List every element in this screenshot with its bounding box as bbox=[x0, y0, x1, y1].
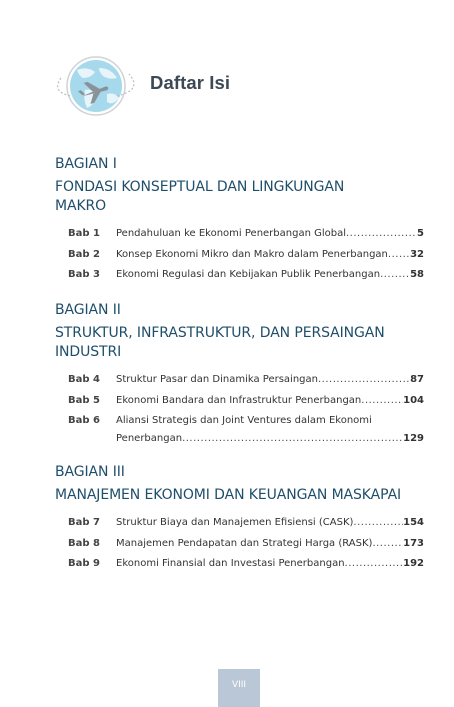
chapter-page: 104 bbox=[403, 394, 424, 406]
dot-leader bbox=[345, 555, 404, 573]
chapter-page: 173 bbox=[403, 537, 424, 549]
chapter-list bbox=[55, 371, 435, 447]
globe-airplane-icon bbox=[57, 56, 139, 116]
chapter-entry[interactable] bbox=[55, 555, 435, 573]
chapter-number: Bab 6 bbox=[68, 415, 100, 426]
chapter-title: Konsep Ekonomi Mikro dan Makro dalam Penerbangan bbox=[116, 248, 388, 260]
chapter-entry[interactable] bbox=[55, 266, 435, 284]
chapter-title: Ekonomi Finansial dan Investasi Penerbangan bbox=[116, 558, 345, 569]
dot-leader bbox=[182, 430, 403, 448]
chapter-title: Ekonomi Regulasi dan Kebijakan Publik Penerbangan bbox=[116, 269, 381, 280]
chapter-list bbox=[55, 514, 435, 573]
chapter-number: Bab 9 bbox=[68, 558, 100, 569]
chapter-page: 87 bbox=[410, 374, 424, 385]
chapter-entry[interactable] bbox=[55, 392, 435, 410]
chapter-page: 32 bbox=[410, 248, 424, 260]
chapter-title: Struktur Biaya dan Manajemen Efisiensi (CASK) bbox=[116, 517, 354, 528]
dot-leader bbox=[361, 392, 403, 410]
dot-leader bbox=[318, 371, 410, 389]
chapter-entry[interactable] bbox=[55, 514, 435, 532]
dot-leader bbox=[388, 246, 410, 264]
part-label: BAGIAN I bbox=[55, 156, 117, 172]
chapter-entry[interactable] bbox=[55, 246, 435, 264]
chapter-page: 154 bbox=[403, 517, 424, 528]
chapter-number: Bab 2 bbox=[68, 248, 100, 260]
dot-leader bbox=[353, 514, 403, 532]
part-label: BAGIAN II bbox=[55, 302, 121, 318]
chapter-page: 192 bbox=[403, 558, 424, 569]
part-section bbox=[55, 155, 435, 287]
chapter-number: Bab 1 bbox=[68, 228, 100, 239]
chapter-number: Bab 5 bbox=[68, 394, 100, 406]
chapter-title: Pendahuluan ke Ekonomi Penerbangan Global bbox=[116, 228, 346, 239]
page-number: VIII bbox=[231, 680, 247, 690]
chapter-entry[interactable] bbox=[55, 412, 435, 447]
toc-header bbox=[57, 56, 397, 116]
part-label: BAGIAN III bbox=[55, 464, 125, 480]
chapter-title: Struktur Pasar dan Dinamika Persaingan bbox=[116, 374, 318, 385]
chapter-title: Ekonomi Bandara dan Infrastruktur Penerbangan bbox=[116, 394, 362, 406]
page-title: Daftar Isi bbox=[150, 72, 231, 93]
chapter-title: Manajemen Pendapatan dan Strategi Harga (RASK) bbox=[116, 537, 373, 549]
dot-leader bbox=[380, 266, 410, 284]
chapter-entry[interactable] bbox=[55, 225, 435, 243]
chapter-entry[interactable] bbox=[55, 371, 435, 389]
page-number-box bbox=[218, 669, 260, 707]
part-section bbox=[55, 463, 435, 576]
chapter-title-continued: Penerbangan bbox=[116, 432, 183, 444]
dot-leader bbox=[372, 535, 403, 553]
chapter-title: Aliansi Strategis dan Joint Ventures dalam Ekonomi bbox=[116, 415, 372, 426]
part-title: MANAJEMEN EKONOMI DAN KEUANGAN MASKAPAI bbox=[55, 487, 402, 503]
part-title: STRUKTUR, INFRASTRUKTUR, DAN PERSAINGAN INDUSTRI bbox=[55, 325, 385, 360]
chapter-page: 58 bbox=[410, 269, 424, 280]
chapter-number: Bab 3 bbox=[68, 269, 100, 280]
chapter-page: 5 bbox=[417, 228, 424, 239]
chapter-number: Bab 8 bbox=[68, 537, 100, 549]
part-title: FONDASI KONSEPTUAL DAN LINGKUNGAN MAKRO bbox=[55, 179, 345, 214]
dot-leader bbox=[346, 225, 417, 243]
chapter-number: Bab 7 bbox=[68, 517, 100, 528]
chapter-entry[interactable] bbox=[55, 535, 435, 553]
chapter-page: 129 bbox=[403, 432, 424, 444]
chapter-number: Bab 4 bbox=[68, 374, 100, 385]
chapter-list bbox=[55, 225, 435, 284]
part-section bbox=[55, 301, 435, 450]
